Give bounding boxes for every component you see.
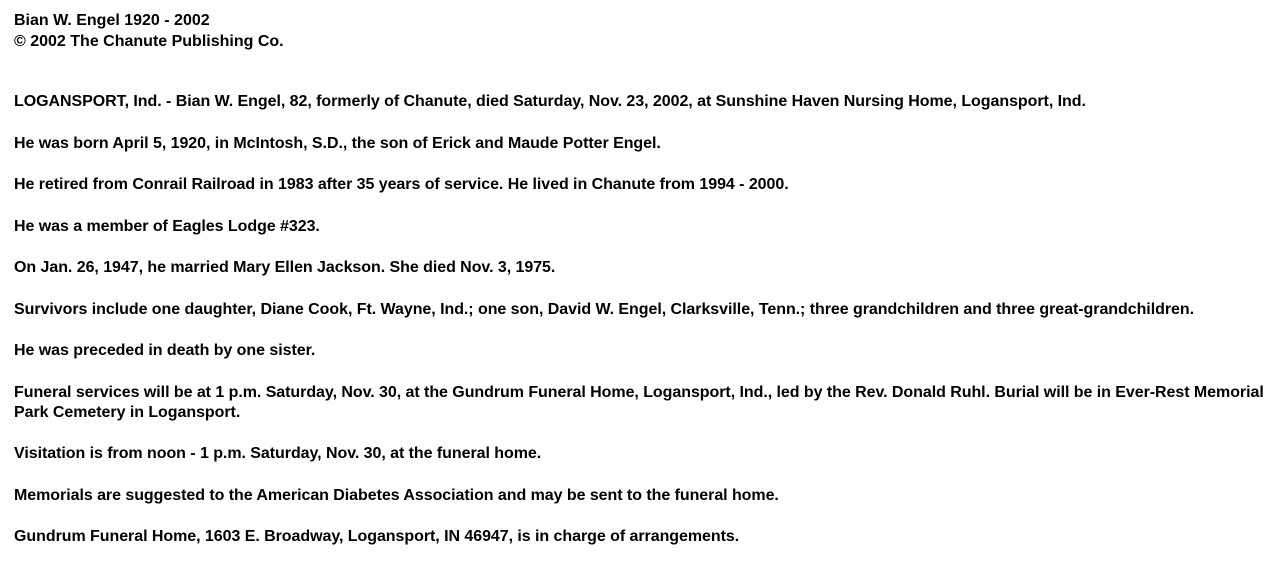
obituary-body <box>14 92 1276 547</box>
copyright-notice: © 2002 The Chanute Publishing Co. <box>14 33 284 50</box>
obituary-document <box>14 10 1276 569</box>
paragraph-career: He retired from Conrail Railroad in 1983 after 35 years of service. He lived in Chanute from 1994 - 2000. <box>14 176 789 193</box>
paragraph-arrangements: Gundrum Funeral Home, 1603 E. Broadway, Logansport, IN 46947, is in charge of arrangements. <box>14 528 740 545</box>
paragraph-membership: He was a member of Eagles Lodge #323. <box>14 217 320 235</box>
paragraph-preceded: He was preceded in death by one sister. <box>14 342 316 359</box>
paragraph-memorials: Memorials are suggested to the American Diabetes Association and may be sent to the funeral home. <box>14 486 779 504</box>
paragraph-visitation: Visitation is from noon - 1 p.m. Saturday, Nov. 30, at the funeral home. <box>14 445 542 462</box>
paragraph-survivors: Survivors include one daughter, Diane Cook, Ft. Wayne, Ind.; one son, David W. Engel, Clarksville, Tenn.; three grandchildren and three great-grandchildren. <box>14 300 1194 318</box>
paragraph-birth: He was born April 5, 1920, in McIntosh, S.D., the son of Erick and Maude Potter Engel. <box>14 134 661 152</box>
paragraph-death-notice: LOGANSPORT, Ind. - Bian W. Engel, 82, formerly of Chanute, died Saturday, Nov. 23, 2002, at Sunshine Haven Nursing Home, Logansport, Ind. <box>14 93 1086 110</box>
paragraph-funeral-services: Funeral services will be at 1 p.m. Saturday, Nov. 30, at the Gundrum Funeral Home, Logansport, Ind., led by the Rev. Donald Ruhl. Burial will be in Ever-Rest Memorial Park Cemetery in Logansport. <box>14 383 1264 421</box>
obituary-title: Bian W. Engel 1920 - 2002 <box>14 12 210 29</box>
paragraph-marriage: On Jan. 26, 1947, he married Mary Ellen Jackson. She died Nov. 3, 1975. <box>14 259 556 276</box>
